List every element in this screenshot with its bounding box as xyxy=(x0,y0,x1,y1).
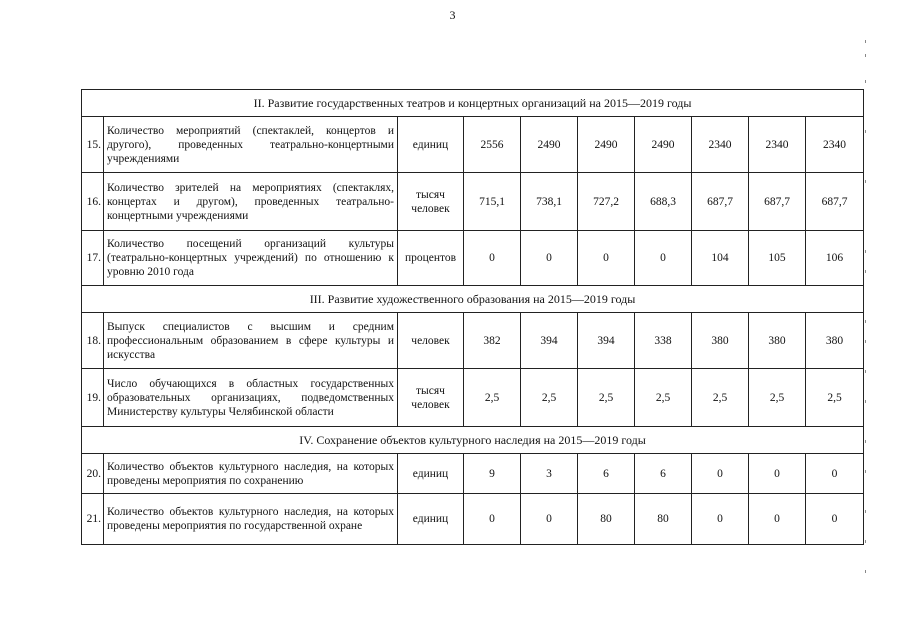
row-number: 19. xyxy=(82,369,104,427)
value-cell: 105 xyxy=(749,231,806,286)
indicator-name: Количество объектов культурного наследия, на которых проведены мероприятия по сохранению xyxy=(104,454,398,494)
value-cell: 380 xyxy=(806,313,864,369)
row-number: 18. xyxy=(82,313,104,369)
table-row xyxy=(82,369,864,427)
scan-mark xyxy=(865,54,866,57)
row-number: 20. xyxy=(82,454,104,494)
section-title: III. Развитие художественного образования на 2015—2019 годы xyxy=(82,286,864,313)
unit-cell: единиц xyxy=(398,454,464,494)
value-cell: 0 xyxy=(749,454,806,494)
page-number: 3 xyxy=(449,8,456,22)
indicators-table xyxy=(81,89,864,545)
scan-mark xyxy=(865,540,866,543)
scan-mark xyxy=(865,320,866,323)
value-cell: 687,7 xyxy=(806,173,864,231)
scan-mark xyxy=(865,470,866,473)
table-row xyxy=(82,454,864,494)
value-cell: 688,3 xyxy=(635,173,692,231)
value-cell: 2,5 xyxy=(464,369,521,427)
indicator-name: Количество мероприятий (спектаклей, концертов и другого), проведенных театрально-концертными учреждениями xyxy=(104,117,398,173)
value-cell: 0 xyxy=(692,454,749,494)
unit-cell: единиц xyxy=(398,494,464,545)
value-cell: 106 xyxy=(806,231,864,286)
value-cell: 0 xyxy=(464,494,521,545)
value-cell: 2490 xyxy=(635,117,692,173)
value-cell: 104 xyxy=(692,231,749,286)
value-cell: 80 xyxy=(635,494,692,545)
scan-mark xyxy=(865,340,866,343)
scan-mark xyxy=(865,250,866,253)
section-header-row xyxy=(82,286,864,313)
table-row xyxy=(82,313,864,369)
table-row xyxy=(82,494,864,545)
value-cell: 2340 xyxy=(806,117,864,173)
value-cell: 2,5 xyxy=(749,369,806,427)
value-cell: 6 xyxy=(578,454,635,494)
scan-mark xyxy=(865,510,866,513)
indicator-name: Количество посещений организаций культуры (театрально-концертных учреждений) по отношению к уровню 2010 года xyxy=(104,231,398,286)
value-cell: 0 xyxy=(806,494,864,545)
value-cell: 0 xyxy=(521,494,578,545)
value-cell: 2490 xyxy=(521,117,578,173)
value-cell: 3 xyxy=(521,454,578,494)
scan-mark xyxy=(865,440,866,443)
value-cell: 727,2 xyxy=(578,173,635,231)
section-title: II. Развитие государственных театров и концертных организаций на 2015—2019 годы xyxy=(82,90,864,117)
value-cell: 338 xyxy=(635,313,692,369)
unit-cell: тысяч человек xyxy=(398,369,464,427)
row-number: 16. xyxy=(82,173,104,231)
value-cell: 2,5 xyxy=(635,369,692,427)
section-title: IV. Сохранение объектов культурного наследия на 2015—2019 годы xyxy=(82,427,864,454)
value-cell: 2340 xyxy=(692,117,749,173)
scan-edge-marks xyxy=(865,40,867,580)
value-cell: 380 xyxy=(692,313,749,369)
scan-mark xyxy=(865,130,866,133)
table-row xyxy=(82,231,864,286)
value-cell: 2,5 xyxy=(692,369,749,427)
value-cell: 9 xyxy=(464,454,521,494)
value-cell: 687,7 xyxy=(692,173,749,231)
unit-cell: единиц xyxy=(398,117,464,173)
indicator-name: Количество зрителей на мероприятиях (спектаклях, концертах и другом), проведенных театрально-концертными учреждениями xyxy=(104,173,398,231)
scan-mark xyxy=(865,400,866,403)
value-cell: 0 xyxy=(578,231,635,286)
value-cell: 715,1 xyxy=(464,173,521,231)
scan-mark xyxy=(865,40,866,43)
value-cell: 2,5 xyxy=(521,369,578,427)
scan-mark xyxy=(865,370,866,373)
section-header-row xyxy=(82,427,864,454)
table-row xyxy=(82,117,864,173)
value-cell: 0 xyxy=(749,494,806,545)
indicator-name: Число обучающихся в областных государственных образовательных организациях, подведомственных Министерству культуры Челябинской области xyxy=(104,369,398,427)
scan-mark xyxy=(865,270,866,273)
indicator-name: Количество объектов культурного наследия, на которых проведены мероприятия по государственной охране xyxy=(104,494,398,545)
section-header-row xyxy=(82,90,864,117)
unit-cell: тысяч человек xyxy=(398,173,464,231)
scan-mark xyxy=(865,180,866,183)
value-cell: 380 xyxy=(749,313,806,369)
table-row xyxy=(82,173,864,231)
row-number: 21. xyxy=(82,494,104,545)
value-cell: 2490 xyxy=(578,117,635,173)
value-cell: 0 xyxy=(464,231,521,286)
unit-cell: человек xyxy=(398,313,464,369)
scan-mark xyxy=(865,80,866,83)
value-cell: 2,5 xyxy=(806,369,864,427)
value-cell: 394 xyxy=(521,313,578,369)
value-cell: 687,7 xyxy=(749,173,806,231)
value-cell: 2,5 xyxy=(578,369,635,427)
value-cell: 0 xyxy=(692,494,749,545)
value-cell: 738,1 xyxy=(521,173,578,231)
scan-mark xyxy=(865,570,866,573)
unit-cell: процентов xyxy=(398,231,464,286)
row-number: 17. xyxy=(82,231,104,286)
value-cell: 0 xyxy=(635,231,692,286)
indicator-name: Выпуск специалистов с высшим и средним профессиональным образованием в сфере культуры и искусства xyxy=(104,313,398,369)
value-cell: 0 xyxy=(806,454,864,494)
value-cell: 0 xyxy=(521,231,578,286)
value-cell: 2340 xyxy=(749,117,806,173)
value-cell: 382 xyxy=(464,313,521,369)
value-cell: 394 xyxy=(578,313,635,369)
value-cell: 2556 xyxy=(464,117,521,173)
value-cell: 6 xyxy=(635,454,692,494)
row-number: 15. xyxy=(82,117,104,173)
value-cell: 80 xyxy=(578,494,635,545)
